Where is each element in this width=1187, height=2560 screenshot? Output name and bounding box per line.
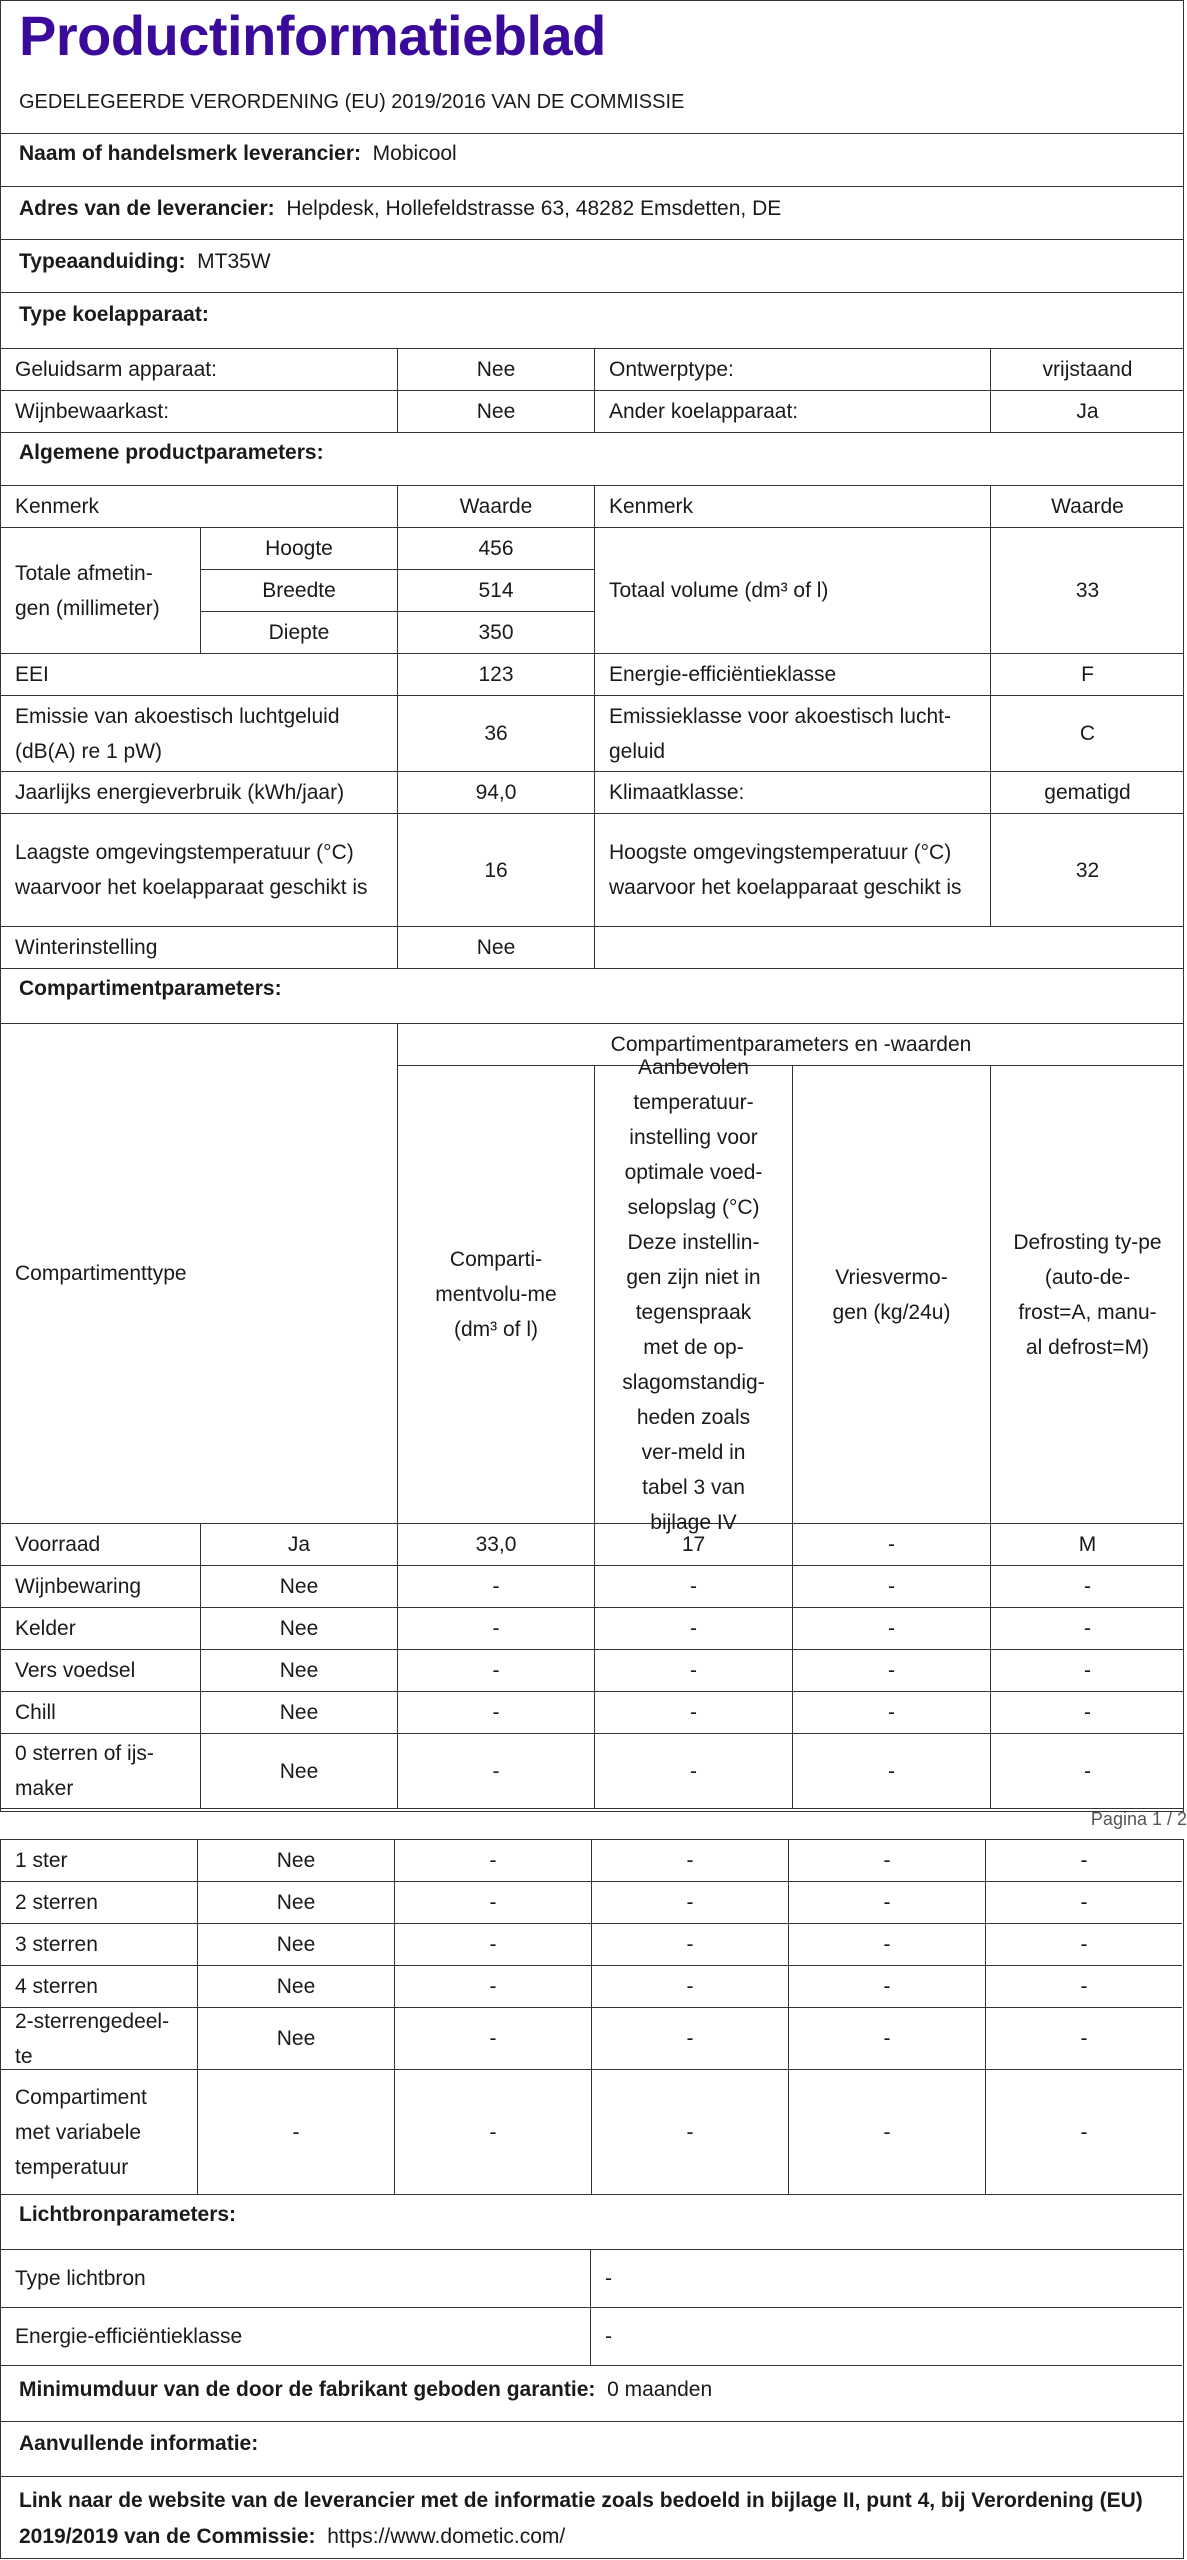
quiet-value: Nee [398,349,595,391]
quiet-label: Geluidsarm apparaat: [1,349,398,391]
type-header: Compartimenttype [1,1024,398,1524]
compartment-vol: - [395,2008,592,2070]
compartment-vol: - [398,1566,595,1608]
compartment-vol: - [398,1692,595,1734]
col-waarde-2: Waarde [991,486,1184,528]
other-label: Ander koelapparaat: [595,391,991,433]
compartment-temp: - [592,1966,789,2008]
compartment-name: 2-sterrengedeel-te [1,2008,198,2070]
compartment-defrost: - [986,2008,1182,2070]
compartment-name: Compartiment met variabele temperatuur [1,2070,198,2195]
compartment-defrost: - [991,1566,1184,1608]
compartment-vol: - [395,1882,592,1924]
depth-label: Diepte [201,612,398,654]
col-volume: Comparti-mentvolu-me (dm³ of l) [398,1066,595,1524]
compartment-defrost: - [986,1840,1182,1882]
compartment-temp: - [595,1734,793,1809]
compartment-name: 0 sterren of ijs-maker [1,1734,201,1809]
link-row [1,2477,1183,2560]
compartment-present: Nee [198,1882,395,1924]
general-heading: Algemene productparameters: [19,441,324,464]
page-marker: Pagina 1 / 2 [1090,1809,1187,1829]
compartment-present: Nee [201,1650,398,1692]
compartment-vol: - [395,2070,592,2195]
max-temp-value: 32 [991,814,1184,927]
winter-label: Winterinstelling [1,927,398,969]
supplier-address-label: Adres van de leverancier: [19,197,275,220]
climate-value: gematigd [991,772,1184,814]
compartment-freeze: - [793,1692,991,1734]
compartment-defrost: - [986,1924,1182,1966]
compartment-temp: - [595,1650,793,1692]
compartment-defrost: - [991,1734,1184,1809]
compartment-defrost: - [986,2070,1182,2195]
climate-label: Klimaatklasse: [595,772,991,814]
compartment-defrost: - [986,1966,1182,2008]
compartment-present: Nee [198,1966,395,2008]
compartment-name: 4 sterren [1,1966,198,2008]
col-kenmerk-2: Kenmerk [595,486,991,528]
col-temp: Aanbevolen temperatuur-instelling voor optimale voed-selopslag (°C) Deze instellin-gen zijn niet in tegenspraak met de op-slagomstandig-heden zoals ver-meld in tabel 3 van bijlage IV [595,1066,793,1524]
compartment-vol: - [398,1608,595,1650]
max-temp-label: Hoogste omgevingstemperatuur (°C) waarvoor het koelapparaat geschikt is [595,814,991,927]
page-title: Productinformatieblad [19,4,606,67]
width-label: Breedte [201,570,398,612]
compartment-freeze: - [793,1566,991,1608]
compartment-vol: - [395,1840,592,1882]
compartment-freeze: - [793,1608,991,1650]
compartment-name: 2 sterren [1,1882,198,1924]
compartment-defrost: - [991,1650,1184,1692]
height-label: Hoogte [201,528,398,570]
compartment-name: 1 ster [1,1840,198,1882]
compartment-temp: 17 [595,1524,793,1566]
compartment-defrost: - [991,1608,1184,1650]
eei-label: EEI [1,654,398,696]
compartment-present: Nee [201,1608,398,1650]
compartment-vol: - [398,1650,595,1692]
energy-class-label: Energie-efficiëntieklasse [595,654,991,696]
compartment-present: Ja [201,1524,398,1566]
compartment-temp: - [595,1566,793,1608]
compartment-name: Vers voedsel [1,1650,201,1692]
compartment-freeze: - [789,1840,986,1882]
compartment-temp: - [592,1840,789,1882]
compartments-heading: Compartimentparameters: [19,977,282,1000]
compartment-vol: - [395,1966,592,2008]
type-heading-row [1,293,1183,349]
noise-class-value: C [991,696,1184,772]
compartment-present: Nee [198,1840,395,1882]
energy-class-value: F [991,654,1184,696]
compartment-vol: - [398,1734,595,1809]
min-temp-label: Laagste omgevingstemperatuur (°C) waarvoor het koelapparaat geschikt is [1,814,398,927]
winter-value: Nee [398,927,595,969]
compartment-vol: - [395,1924,592,1966]
compartment-temp: - [592,2070,789,2195]
other-value: Ja [991,391,1184,433]
compartment-temp: - [592,1924,789,1966]
compartment-present: Nee [198,2008,395,2070]
col-freeze: Vriesvermo-gen (kg/24u) [793,1066,991,1524]
compartment-present: Nee [201,1566,398,1608]
compartment-name: 3 sterren [1,1924,198,1966]
noise-value: 36 [398,696,595,772]
regulation-subtitle: GEDELEGEERDE VERORDENING (EU) 2019/2016 VAN DE COMMISSIE [19,91,685,113]
compartment-defrost: - [986,1882,1182,1924]
group-header: Compartimentparameters en -waarden [398,1024,1184,1066]
light-class-value: - [591,2308,1182,2366]
compartment-freeze: - [789,1924,986,1966]
compartment-freeze: - [793,1524,991,1566]
compartment-defrost: M [991,1524,1184,1566]
dims-label: Totale afmetin-gen (millimeter) [1,528,201,654]
general-heading-row [1,433,1183,486]
link-value[interactable]: https://www.dometic.com/ [327,2525,566,2548]
compartment-freeze: - [789,2070,986,2195]
compartment-present: Nee [198,1924,395,1966]
additional-row [1,2422,1183,2477]
warranty-row [1,2366,1183,2422]
volume-label: Totaal volume (dm³ of l) [595,528,991,654]
compartment-temp: - [592,1882,789,1924]
compartment-temp: - [592,2008,789,2070]
design-label: Ontwerptype: [595,349,991,391]
width-value: 514 [398,570,595,612]
model-label: Typeaanduiding: [19,250,186,273]
compartment-present: - [198,2070,395,2195]
winter-empty [595,927,1184,969]
compartment-present: Nee [201,1734,398,1809]
compartment-freeze: - [789,2008,986,2070]
supplier-address-row [1,187,1183,240]
light-class-label: Energie-efficiëntieklasse [1,2308,591,2366]
col-kenmerk-1: Kenmerk [1,486,398,528]
supplier-name-row [1,134,1183,187]
compartments-heading-row [1,969,1183,1024]
link-label: Link naar de website van de leverancier met de informatie zoals bedoeld in bijlage II, punt 4, bij Verordening (EU) 2019/2019 van de Commissie: [19,2489,1143,2548]
col-waarde-1: Waarde [398,486,595,528]
light-heading: Lichtbronparameters: [19,2203,237,2226]
light-type-label: Type lichtbron [1,2250,591,2308]
depth-value: 350 [398,612,595,654]
warranty-label: Minimumduur van de door de fabrikant geboden garantie: [19,2378,596,2401]
wine-label: Wijnbewaarkast: [1,391,398,433]
compartment-name: Wijnbewaring [1,1566,201,1608]
volume-value: 33 [991,528,1184,654]
header [1,1,1183,134]
compartment-present: Nee [201,1692,398,1734]
warranty-value: 0 maanden [607,2378,713,2401]
light-heading-row [1,2195,1183,2250]
compartment-freeze: - [789,1966,986,2008]
light-type-value: - [591,2250,1182,2308]
additional-label: Aanvullende informatie: [19,2432,259,2455]
compartment-vol: 33,0 [398,1524,595,1566]
design-value: vrijstaand [991,349,1184,391]
eei-value: 123 [398,654,595,696]
compartment-freeze: - [789,1882,986,1924]
type-heading: Type koelapparaat: [19,303,209,326]
page-2 [0,1839,1184,2559]
model-row [1,240,1183,293]
compartment-defrost: - [991,1692,1184,1734]
annual-value: 94,0 [398,772,595,814]
compartment-name: Chill [1,1692,201,1734]
compartment-freeze: - [793,1650,991,1692]
compartment-name: Kelder [1,1608,201,1650]
compartment-temp: - [595,1608,793,1650]
supplier-address-value: Helpdesk, Hollefeldstrasse 63, 48282 Emsdetten, DE [286,197,782,220]
model-value: MT35W [197,250,271,273]
min-temp-value: 16 [398,814,595,927]
height-value: 456 [398,528,595,570]
col-defrost: Defrosting ty-pe (auto-de-frost=A, manu-al defrost=M) [991,1066,1184,1524]
noise-class-label: Emissieklasse voor akoestisch lucht-geluid [595,696,991,772]
noise-label: Emissie van akoestisch luchtgeluid (dB(A) re 1 pW) [1,696,398,772]
compartment-name: Voorraad [1,1524,201,1566]
supplier-name-label: Naam of handelsmerk leverancier: [19,142,361,165]
supplier-name-value: Mobicool [372,142,457,165]
annual-label: Jaarlijks energieverbruik (kWh/jaar) [1,772,398,814]
compartment-freeze: - [793,1734,991,1809]
compartment-temp: - [595,1692,793,1734]
wine-value: Nee [398,391,595,433]
